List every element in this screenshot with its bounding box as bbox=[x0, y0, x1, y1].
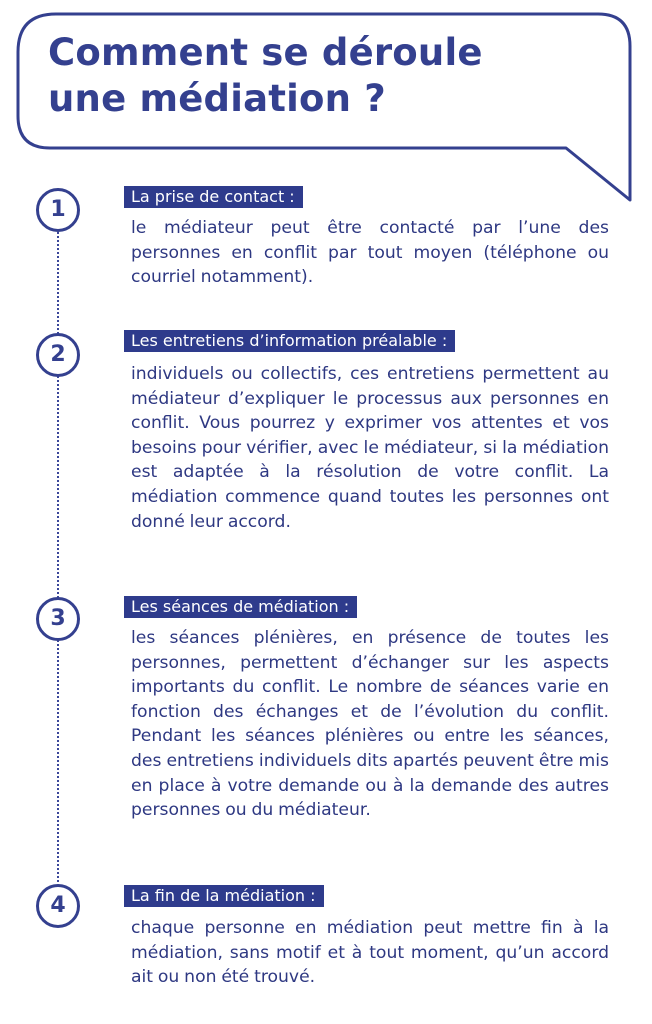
step-3-number-badge: 3 bbox=[36, 597, 80, 641]
step-1-heading: La prise de contact : bbox=[124, 186, 303, 208]
step-4-number-badge: 4 bbox=[36, 884, 80, 928]
step-3-text: les séances plénières, en présence de toutes les personnes, permettent d’échanger sur les aspects importants du conflit. Le nombre de séances varie en fonction des échanges et de l’évolution du conflit. Pendant les séances plénières ou entre les séances, des entretiens individuels dits apartés peuvent être mis en place à votre demande ou à la demande des autres personnes ou du médiateur. bbox=[131, 628, 609, 821]
page-title bbox=[48, 30, 608, 122]
title-line-1: Comment se déroule bbox=[48, 31, 483, 74]
step-1-text: le médiateur peut être contacté par l’une des personnes en conflit par tout moyen (téléphone ou courriel notamment). bbox=[131, 218, 609, 288]
step-2-number-badge: 2 bbox=[36, 333, 80, 377]
step-2-heading: Les entretiens d’information préalable : bbox=[124, 330, 455, 352]
step-2-text: individuels ou collectifs, ces entretiens permettent au médiateur d’expliquer le processus aux personnes en conflit. Vous pourrez y exprimer vos attentes et vos besoins pour vérifier, avec le médiateur, si la médiation est adaptée à la résolution de votre conflit. La médiation commence quand toutes les personnes ont donné leur accord. bbox=[131, 364, 609, 532]
step-1-number-badge: 1 bbox=[36, 188, 80, 232]
step-4-text: chaque personne en médiation peut mettre fin à la médiation, sans motif et à tout moment, qu’un accord ait ou non été trouvé. bbox=[131, 918, 609, 988]
step-3-heading: Les séances de médiation : bbox=[124, 596, 357, 618]
title-line-2: une médiation ? bbox=[48, 77, 386, 120]
timeline-dotted-line bbox=[57, 232, 59, 882]
step-4-heading: La fin de la médiation : bbox=[124, 885, 324, 907]
